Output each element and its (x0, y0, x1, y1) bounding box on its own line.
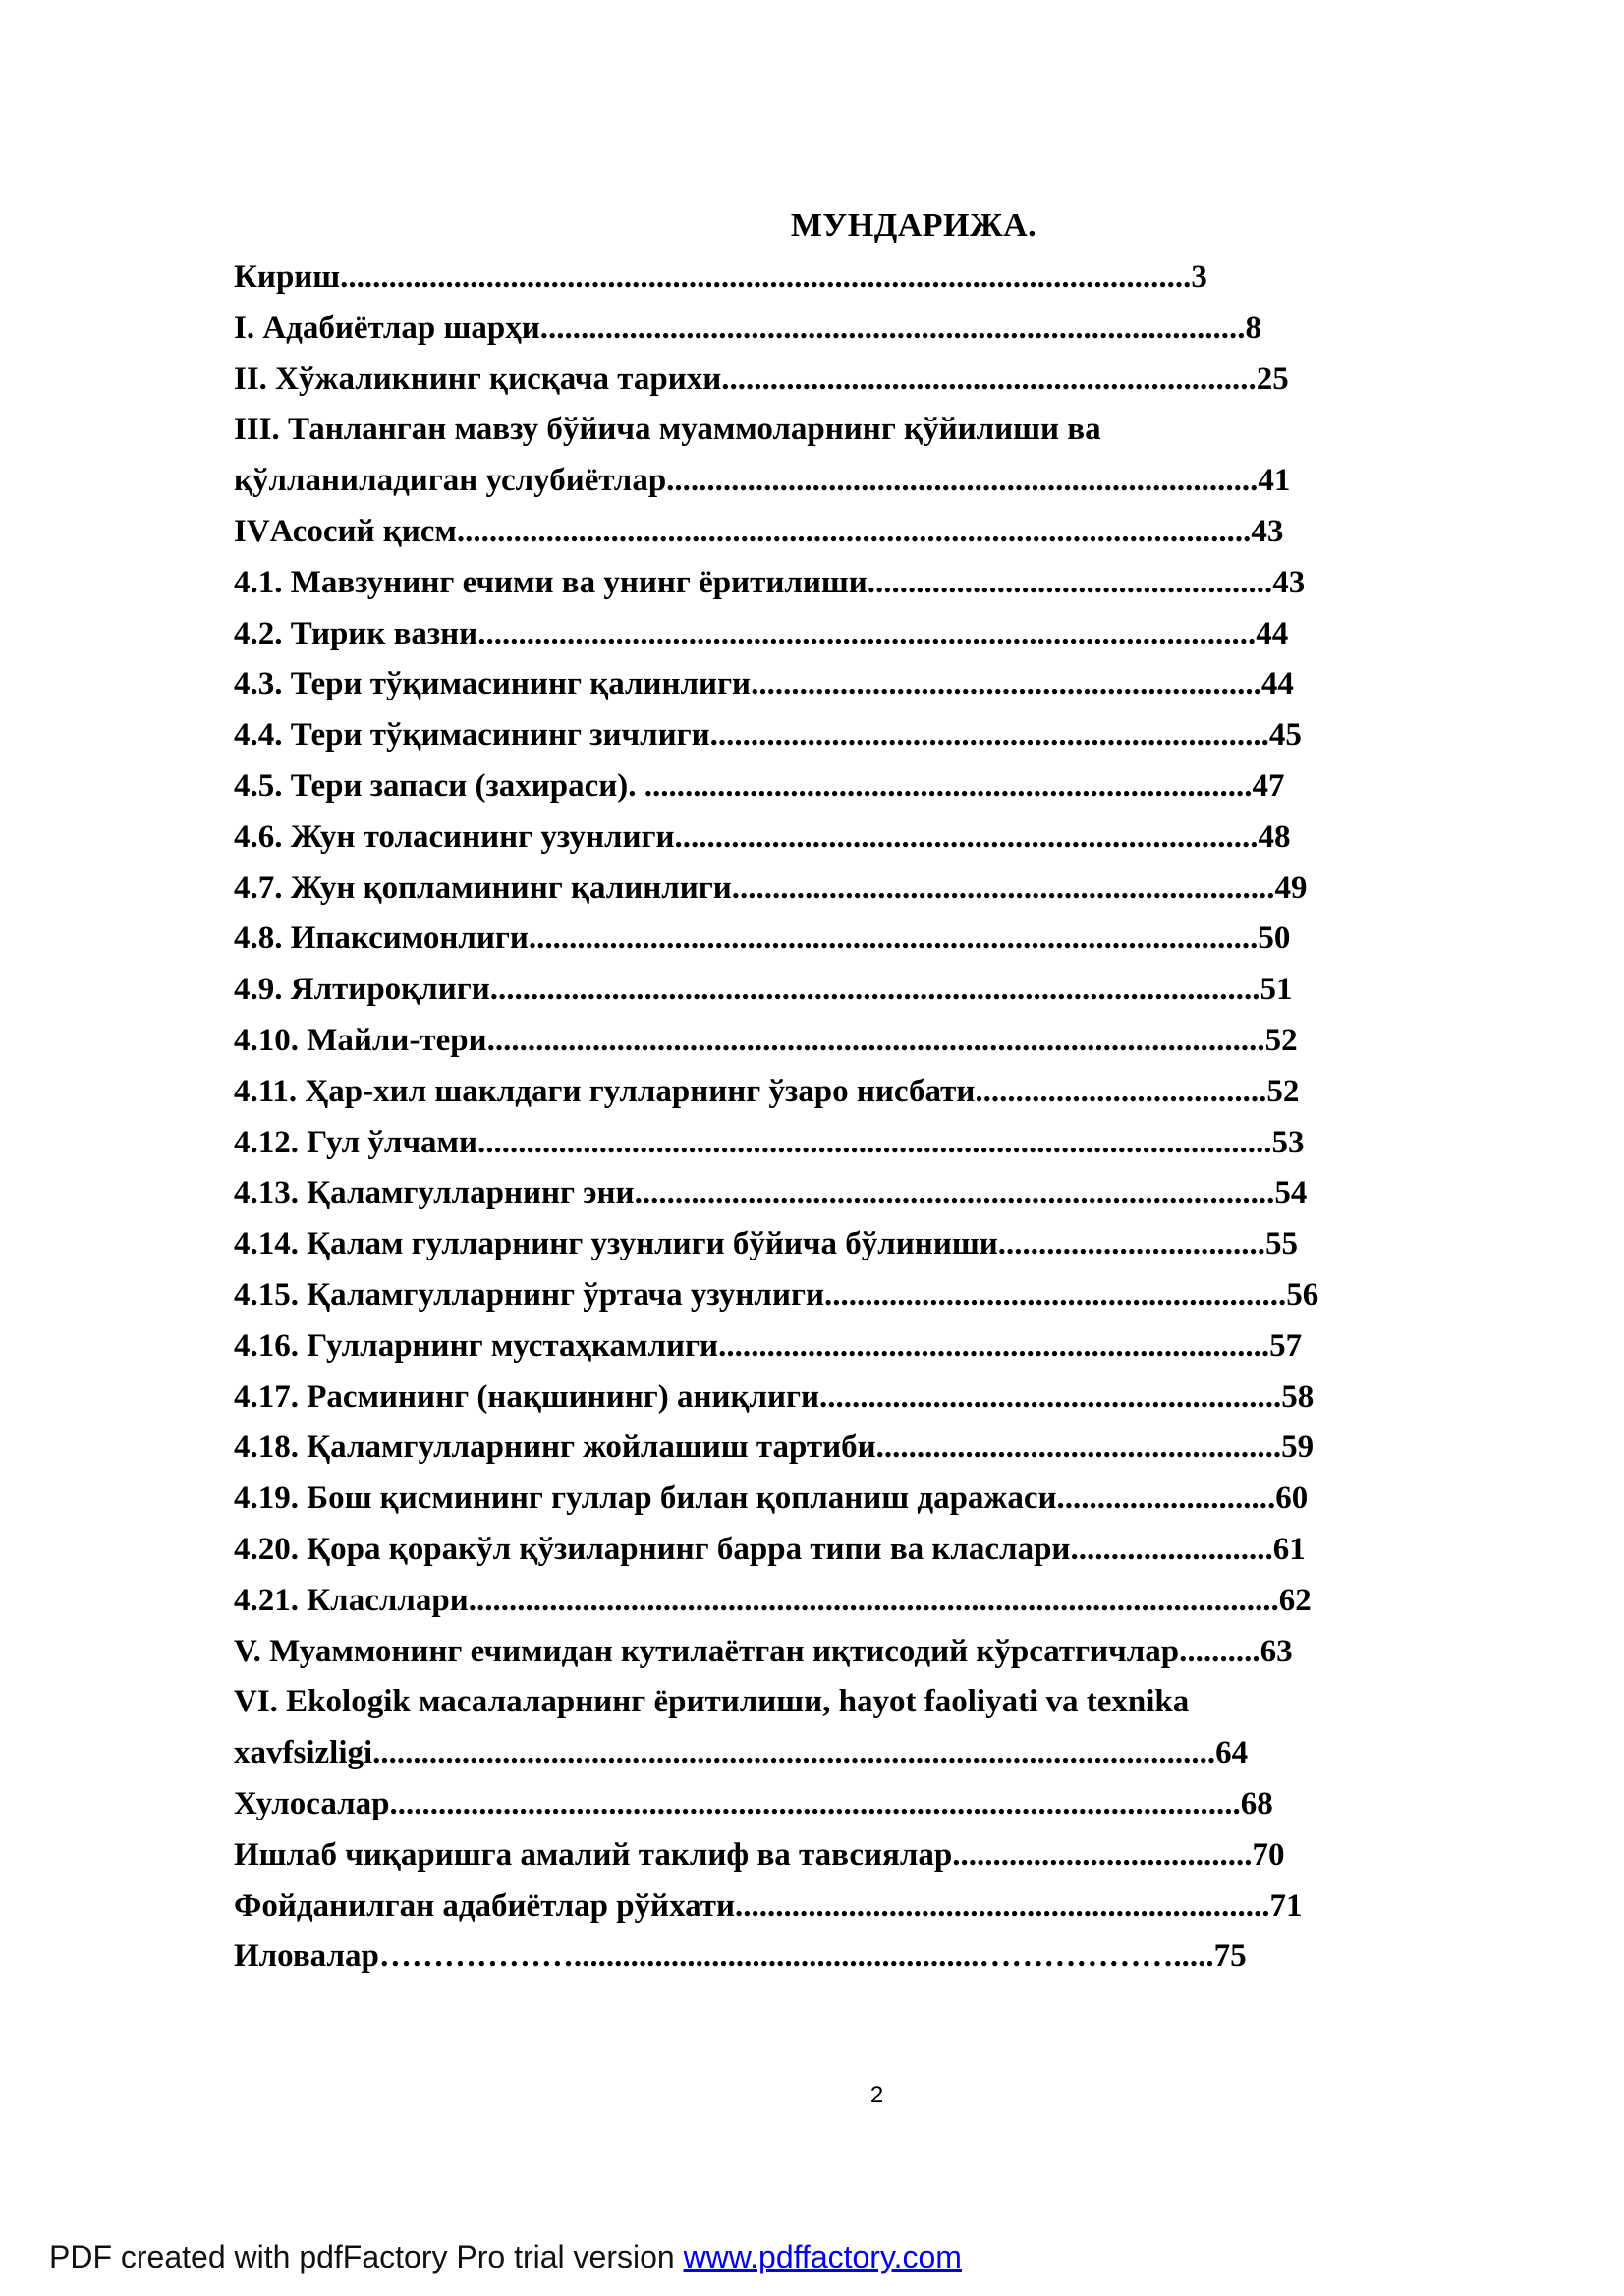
toc-entry: 4.6. Жун толасининг узунлиги........................................................................48 (234, 818, 1291, 855)
toc-entry: Хулосалар.........................................................................................................68 (234, 1785, 1273, 1821)
toc-entry: II. Хўжаликнинг қисқача тарихи..................................................................25 (234, 361, 1289, 397)
table-of-contents (234, 252, 1531, 1983)
toc-entry: xavfsizligi........................................................................................................64 (234, 1735, 1249, 1771)
toc-entry: III. Танланган мавзу бўйича муаммоларнинг қўйилиши ва (234, 412, 1101, 448)
toc-entry: IVАсосий қисм..................................................................................................43 (234, 513, 1284, 549)
toc-entry: 4.7. Жун қопламининг қалинлиги...................................................................49 (234, 869, 1308, 906)
toc-entry: 4.10. Майли-тери................................................................................................52 (234, 1022, 1298, 1058)
toc-entry: 4.11. Ҳар-хил шаклдаги гулларнинг ўзаро нисбати....................................52 (234, 1073, 1300, 1109)
toc-entry: 4.16. Гулларнинг мустаҳкамлиги....................................................................57 (234, 1327, 1303, 1364)
toc-entry: 4.18. Қаламгулларнинг жойлашиш тартиби..................................................59 (234, 1429, 1315, 1466)
toc-entry: 4.17. Расмининг (нақшининг) аниқлиги.........................................................58 (234, 1378, 1315, 1415)
toc-entry: 4.8. Ипаксимонлиги..........................................................................................50 (234, 921, 1291, 957)
toc-entry: 4.5. Тери запаси (захираси). ...........................................................................47 (234, 767, 1285, 804)
toc-entry: VI. Ekologik масалаларнинг ёритилиши, hayot faoliyati va texnika (234, 1684, 1190, 1720)
page-number: 2 (869, 2082, 884, 2108)
toc-entry: V. Муаммонинг ечимидан кутилаётган иқтисодий кўрсатгичлар..........63 (234, 1633, 1293, 1669)
toc-entry: 4.15. Қаламгулларнинг ўртача узунлиги.........................................................56 (234, 1276, 1319, 1313)
toc-entry: 4.21. Класллари....................................................................................................62 (234, 1582, 1312, 1618)
toc-entry: қўлланиладиган услубиётлар.........................................................................41 (234, 463, 1291, 499)
toc-entry: 4.3. Тери тўқимасининг қалинлиги...............................................................44 (234, 666, 1294, 702)
toc-entry: 4.2. Тирик вазни................................................................................................44 (234, 615, 1289, 651)
toc-entry: I. Адабиётлар шарҳи.......................................................................................8 (234, 309, 1262, 346)
toc-entry: Ишлаб чиқаришга амалий таклиф ва тавсиялар.....................................70 (234, 1836, 1285, 1873)
toc-entry: 4.13. Қаламгулларнинг эни...............................................................................54 (234, 1175, 1308, 1211)
toc-entry: 4.20. Қора қоракўл қўзиларнинг барра типи ва класлари.........................61 (234, 1531, 1306, 1567)
pdf-footer (49, 2237, 962, 2276)
toc-entry: Иловалар………………..................................................……………….....75 (234, 1938, 1247, 1975)
footer-text: PDF created with pdfFactory Pro trial version (49, 2239, 684, 2274)
toc-entry: 4.9. Ялтироқлиги...............................................................................................51 (234, 972, 1293, 1008)
toc-entry: 4.1. Мавзунинг ечими ва унинг ёритилиши..................................................43 (234, 564, 1306, 600)
toc-entry: 4.14. Қалам гулларнинг узунлиги бўйича бўлиниши.................................55 (234, 1226, 1298, 1262)
toc-entry: Кириш.........................................................................................................3 (234, 259, 1207, 295)
footer-link[interactable]: www.pdffactory.com (683, 2239, 962, 2274)
toc-entry: 4.12. Гул ўлчами..................................................................................................53 (234, 1124, 1305, 1160)
toc-entry: 4.19. Бош қисмининг гуллар билан қопланиш даражаси...........................60 (234, 1481, 1309, 1517)
toc-title: МУНДАРИЖА. (790, 207, 1037, 244)
toc-entry: 4.4. Тери тўқимасининг зичлиги.....................................................................45 (234, 717, 1302, 754)
toc-entry: Фойданилган адабиётлар рўйхати..................................................................71 (234, 1887, 1303, 1924)
